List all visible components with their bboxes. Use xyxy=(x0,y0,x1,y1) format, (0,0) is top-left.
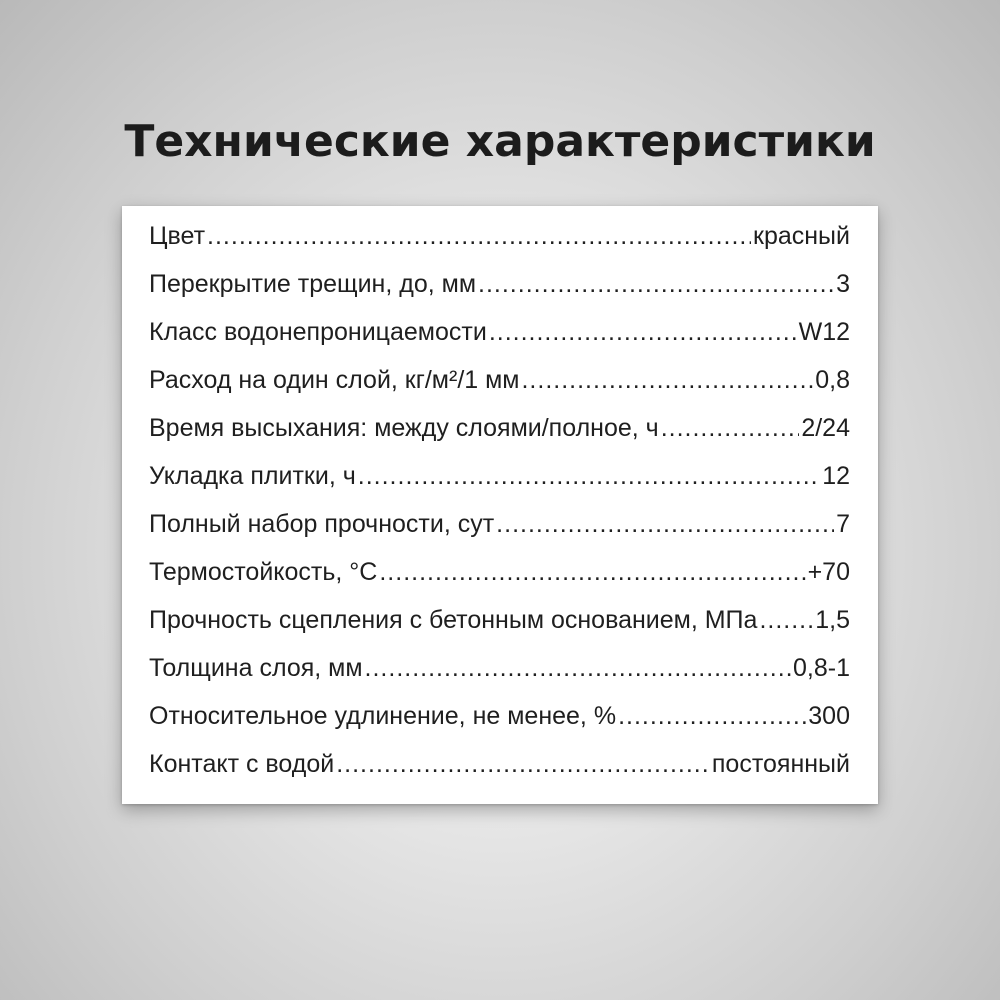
spec-label: Укладка плитки, ч xyxy=(149,462,356,490)
spec-value: 0,8-1 xyxy=(793,654,850,682)
spec-row-waterproof-class xyxy=(149,318,850,366)
spec-value: красный xyxy=(753,222,850,250)
spec-value: 1,5 xyxy=(815,606,850,634)
spec-row-color xyxy=(149,222,850,270)
spec-value: +70 xyxy=(807,558,850,586)
dot-leader xyxy=(478,270,834,299)
spec-label: Прочность сцепления с бетонным основанием, МПа xyxy=(149,606,758,634)
dot-leader xyxy=(661,414,800,443)
spec-row-drying-time xyxy=(149,414,850,462)
spec-row-heat-resistance xyxy=(149,558,850,606)
spec-label: Расход на один слой, кг/м²/1 мм xyxy=(149,366,520,394)
dot-leader xyxy=(489,318,797,347)
spec-label: Цвет xyxy=(149,222,206,250)
dot-leader xyxy=(358,462,820,491)
dot-leader xyxy=(207,222,751,251)
spec-value: 12 xyxy=(822,462,850,490)
spec-label: Контакт с водой xyxy=(149,750,335,778)
dot-leader xyxy=(759,606,813,635)
spec-label: Полный набор прочности, сут xyxy=(149,510,495,538)
spec-table xyxy=(122,206,878,804)
dot-leader xyxy=(365,654,791,683)
spec-row-water-contact xyxy=(149,750,850,798)
dot-leader xyxy=(521,366,813,395)
spec-value: 300 xyxy=(808,702,850,730)
spec-value: постоянный xyxy=(711,750,850,778)
dot-leader xyxy=(336,750,710,779)
spec-label: Перекрытие трещин, до, мм xyxy=(149,270,477,298)
spec-row-elongation xyxy=(149,702,850,750)
spec-label: Термостойкость, °С xyxy=(149,558,378,586)
spec-label: Толщина слоя, мм xyxy=(149,654,363,682)
spec-row-tile-laying xyxy=(149,462,850,510)
spec-row-adhesion xyxy=(149,606,850,654)
spec-row-full-strength xyxy=(149,510,850,558)
spec-row-crack-bridging xyxy=(149,270,850,318)
spec-row-layer-thickness xyxy=(149,654,850,702)
spec-value: W12 xyxy=(798,318,850,346)
spec-label: Время высыхания: между слоями/полное, ч xyxy=(149,414,659,442)
dot-leader xyxy=(618,702,806,731)
dot-leader xyxy=(496,510,834,539)
spec-label: Относительное удлинение, не менее, % xyxy=(149,702,617,730)
spec-value: 3 xyxy=(836,270,850,298)
spec-value: 0,8 xyxy=(815,366,850,394)
spec-row-consumption xyxy=(149,366,850,414)
spec-value: 7 xyxy=(836,510,850,538)
spec-value: 2/24 xyxy=(801,414,850,442)
page-title: Технические характеристики xyxy=(124,116,876,167)
dot-leader xyxy=(379,558,805,587)
spec-label: Класс водонепроницаемости xyxy=(149,318,487,346)
